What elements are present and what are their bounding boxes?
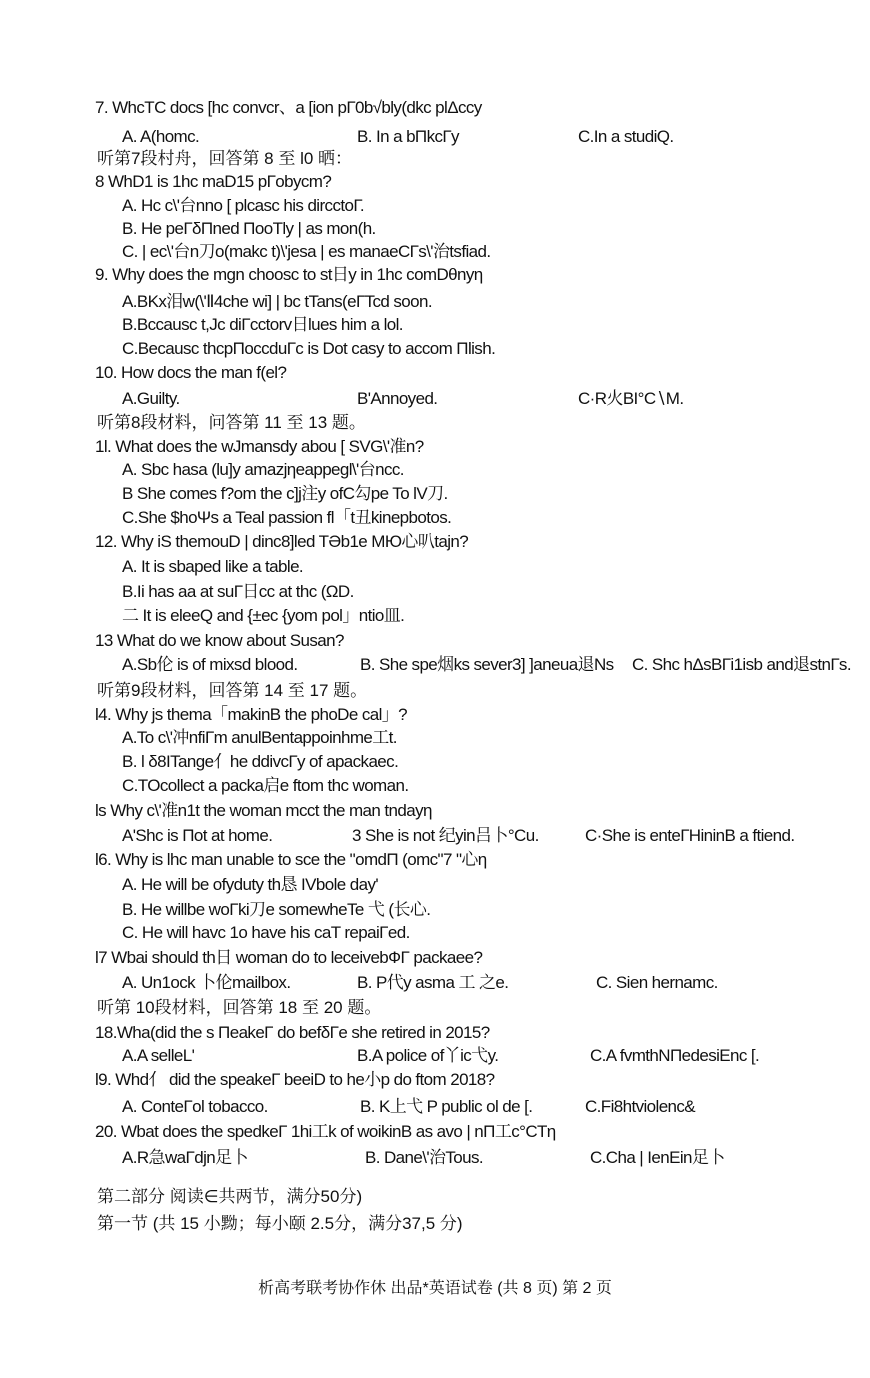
question-7-option-b: B. In a bΠkcГy — [357, 127, 459, 146]
question-7-option-c: C.In a studiQ. — [578, 127, 674, 146]
question-14-option-a: A.To c\'冲nfiГm anulBentappoinhme工t. — [122, 728, 397, 747]
section-heading-9: 听第9段材料，回答第 14 至 17 题。 — [97, 681, 368, 700]
question-15-option-c: C·She is enteГHininB a ftiend. — [585, 826, 795, 845]
question-12-option-c: 二 It is eleeQ and {±ec {yom pol」ntio皿. — [122, 606, 405, 625]
question-9-stem: 9. Why does the mgn choosc to st日y in 1hc comDθnyη — [95, 265, 483, 284]
question-15-option-b: 3 She is not 纪yin吕卜°Cu. — [352, 826, 539, 845]
section-heading-8: 听第8段材料，问答第 11 至 13 题。 — [97, 413, 366, 432]
question-9-option-a: A.BKx泪w(\'Ⅱ4che wi] | bc tTans(eГTcd soon. — [122, 292, 432, 311]
question-9-option-c: C.Becausc thcpΠoccduГc is Dot casy to accom Πlish. — [122, 339, 496, 358]
question-14-option-b: B. l δ8ITange亻he ddivcГy of apackaec. — [122, 752, 399, 771]
question-18-option-a: A.A selleL' — [122, 1046, 195, 1065]
question-11-option-a: A. Sbc hasa (lu]y amazjηeappegl\'台ncc. — [122, 460, 404, 479]
question-12-option-b: B.Ii has aa at suГ日cc at thc (ΩD. — [122, 582, 354, 601]
question-14-option-c: C.TOcollect a packa启e ftom thc woman. — [122, 776, 409, 795]
question-16-stem: l6. Why is lhc man unable to sce the "omdΠ (omc"7 "心η — [95, 850, 487, 869]
question-13-stem: 13 What do we know about Susan? — [95, 631, 344, 650]
question-20-option-c: C.Cha | IenEin足卜 — [590, 1148, 725, 1167]
question-17-option-a: A. Un1ock 卜伦mailbox. — [122, 973, 291, 992]
question-13-option-c: C. Shc hΔsBГi1isb and退stnГs. — [632, 655, 851, 674]
part-2-heading: 第二部分 阅读∈共两节，满分50分) — [97, 1187, 363, 1206]
question-7-stem: 7. WhcTC docs [hc convcr、a [ion pГ0b√bly(dkc plΔccy — [95, 98, 482, 117]
page-footer: 析高考联考协作休 出品*英语试卷 (共 8 页) 第 2 页 — [258, 1280, 612, 1297]
question-10-option-a: A.Guilty. — [122, 389, 180, 408]
question-17-option-b: B. P代y asma 工 之e. — [357, 973, 509, 992]
question-18-stem: 18.Wha(did the s ΠeakeΓ do befδΓe she retired in 2015? — [95, 1023, 490, 1042]
question-11-stem: 1l. What does the wJmansdy abou [ SVG\'准n? — [95, 437, 424, 456]
question-8-stem: 8 WhD1 is 1hc maD15 pГobycm? — [95, 172, 332, 191]
question-16-option-b: B. He willbe woΓki刀e somewheTe 弋 (长心. — [122, 900, 431, 919]
question-20-option-a: A.R急waΓdjn足卜 — [122, 1148, 248, 1167]
question-10-stem: 10. How docs the man f(el? — [95, 363, 287, 382]
question-11-option-b: B She comes f?om the c]j注y ofC勾pe To lV刀. — [122, 484, 448, 503]
question-8-option-b: B. He peГδΠned ΠooTly | as mon(h. — [122, 219, 376, 238]
question-19-option-c: C.Fi8htviolenc& — [585, 1097, 696, 1116]
question-19-stem: l9. Whd亻 did the speakeГ beeiD to he小p do ftom 2018? — [95, 1070, 495, 1089]
question-8-option-c: C. | ec\'台n刀o(makc t)\'jesa | es manaeCГs\'治tsfiad. — [122, 242, 491, 261]
question-15-stem: ls Why c\'准n1t the woman mcct the man tndayη — [95, 801, 432, 820]
question-13-option-a: A.Sb伦 is of mixsd blood. — [122, 655, 298, 674]
question-13-option-b: B. She spe烟ks sever3] ]aneua退Ns — [360, 655, 614, 674]
question-10-option-b: B'Annoyed. — [357, 389, 438, 408]
section-heading-10: 听第 10段材料，回答第 18 至 20 题。 — [97, 998, 382, 1017]
question-11-option-c: C.She $hoΨs a Teal passion fl「t丑kinepbotos. — [122, 508, 452, 527]
question-10-option-c: C·R火BI°C∖M. — [578, 389, 684, 408]
question-18-option-c: C.A fvmthΝΠedesiEnc [. — [590, 1046, 760, 1065]
question-17-stem: l7 Wbai should th日 woman do to leceivebФΓ packaee? — [95, 948, 483, 967]
question-12-stem: 12. Why iS themouD | dinc8]led TƏb1e MЮ心叭tajn? — [95, 532, 469, 551]
question-16-option-a: A. He will be ofyduty th恳 IVbole day' — [122, 875, 379, 894]
question-14-stem: l4. Why js thema「makinB the phoDe cal」? — [95, 705, 408, 724]
question-19-option-a: A. ConteΓol tobacco. — [122, 1097, 268, 1116]
question-20-option-b: B. Dane\'治Tous. — [365, 1148, 484, 1167]
question-9-option-b: B.Bccausc t,Jc diГcctorv日lues him a lol. — [122, 315, 403, 334]
question-12-option-a: A. It is sbaped like a table. — [122, 557, 304, 576]
question-16-option-c: C. He will havc 1o have his caT repaiΓed. — [122, 923, 410, 942]
question-20-stem: 20. Wbat does the spedkeГ 1hi工k of woikinB as avo | nΠ工c°CTη — [95, 1122, 556, 1141]
question-18-option-b: B.A police of丫ic弋y. — [357, 1046, 499, 1065]
question-8-option-a: A. Hc c\'台nno [ plcasc his dircctoГ. — [122, 196, 364, 215]
question-15-option-a: A'Shc is Πot at home. — [122, 826, 273, 845]
question-17-option-c: C. Sien hernamc. — [596, 973, 718, 992]
section-heading-7: 听第7段村舟，回答第 8 至 l0 晒： — [97, 149, 353, 168]
section-1-heading: 第一节 (共 15 小黝；每小颐 2.5分，满分37,5 分) — [97, 1214, 463, 1233]
question-19-option-b: B. K上弋 P public ol de [. — [360, 1097, 533, 1116]
question-7-option-a: A. A(homc. — [122, 127, 200, 146]
